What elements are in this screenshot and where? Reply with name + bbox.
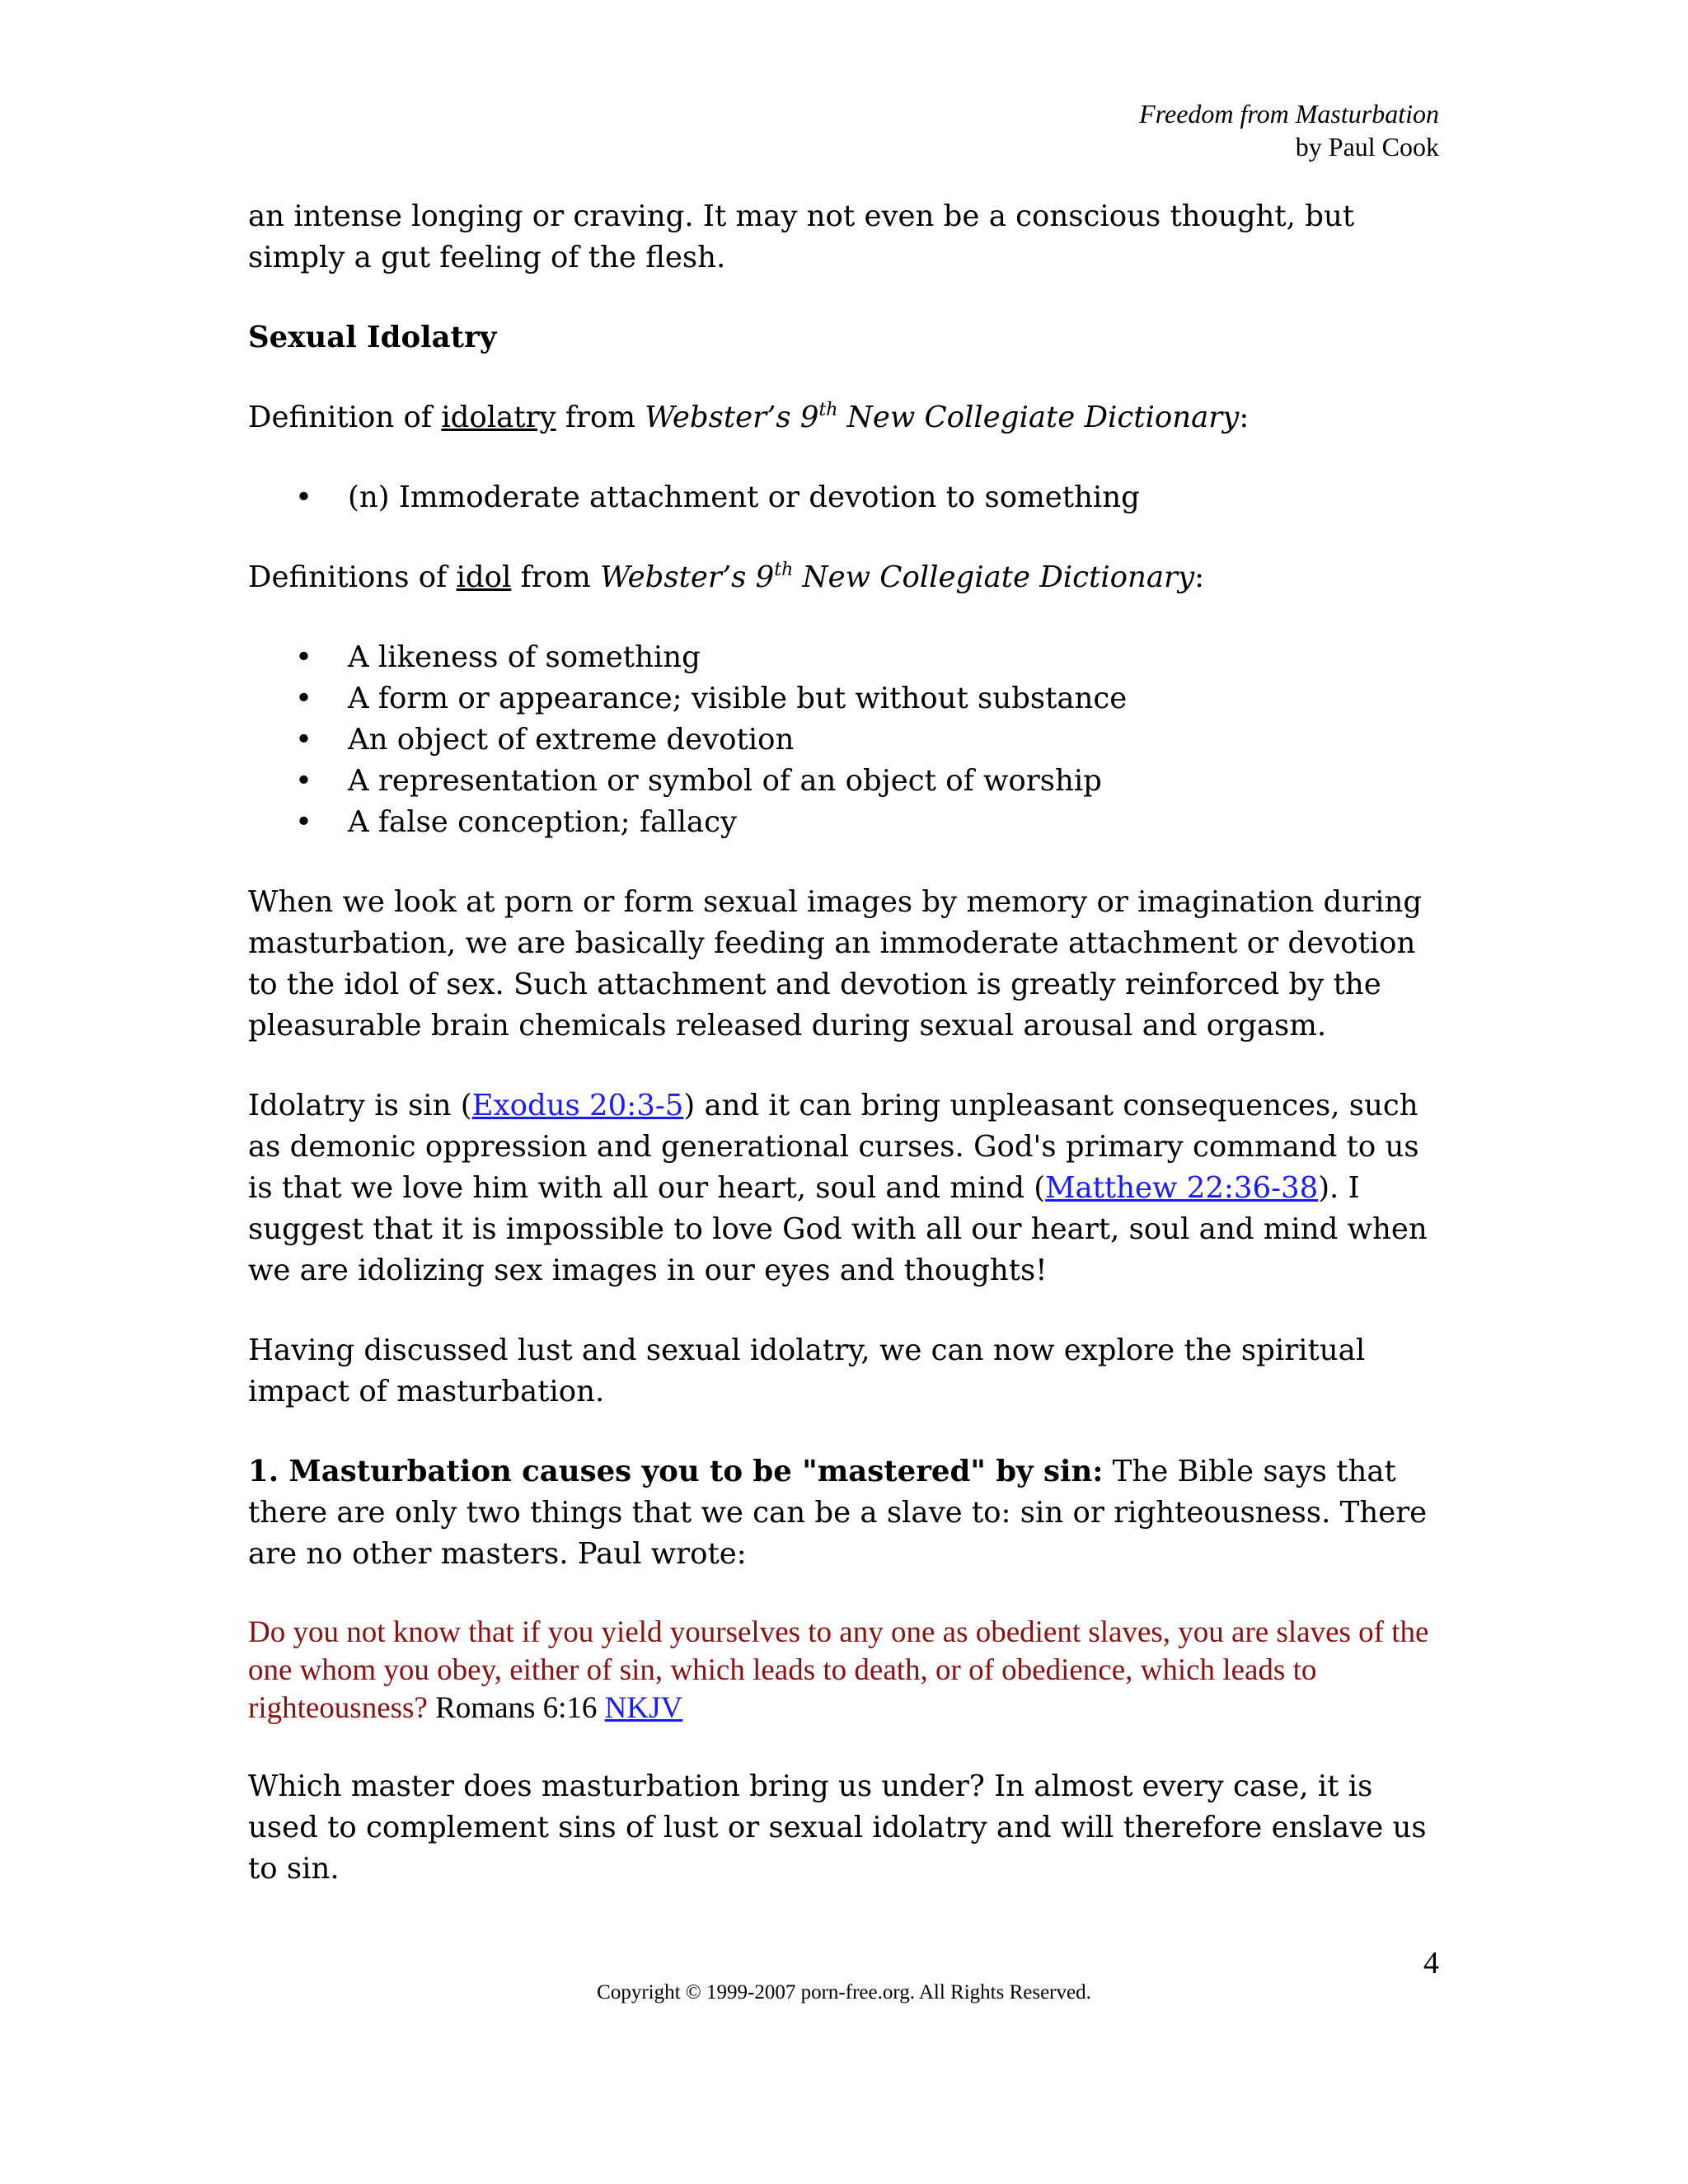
paragraph-text: ) and it can bring unpleasant consequences, such as demonic oppression and generational curses. God's primary command to us is that we love him with all our heart, soul and mind (	[248, 1089, 1419, 1205]
quote-reference: Romans 6:16	[427, 1691, 605, 1725]
list-item	[248, 761, 1443, 802]
list-item	[248, 477, 1443, 518]
def-colon: :	[1239, 401, 1250, 434]
list-item	[248, 802, 1443, 843]
dictionary-name	[600, 560, 1194, 594]
list-item	[248, 637, 1443, 678]
def-prefix: Definition of	[248, 401, 442, 434]
matthew-link[interactable]: Matthew 22:36-38	[1045, 1171, 1319, 1205]
dictionary-name-part-b: New Collegiate Dictionary	[837, 401, 1240, 434]
idol-definition-list	[248, 637, 1443, 843]
list-item-text: A false conception; fallacy	[348, 805, 738, 839]
bullet-icon: •	[295, 640, 312, 674]
header-author: by Paul Cook	[1295, 132, 1439, 162]
def-term-idolatry: idolatry	[441, 401, 556, 434]
superscript-th: th	[818, 400, 838, 420]
intro-paragraph: an intense longing or craving. It may not even be a conscious thought, but simply a gut feeling of the flesh.	[248, 199, 1355, 274]
bullet-icon: •	[295, 480, 312, 514]
list-item	[248, 719, 1443, 761]
list-item-text: A representation or symbol of an object of worship	[348, 764, 1102, 798]
point-1-paragraph	[248, 1451, 1443, 1575]
superscript-th: th	[774, 560, 794, 580]
point-1-heading: 1. Masturbation causes you to be "mastered" by sin:	[248, 1455, 1104, 1488]
def-from: from	[556, 401, 645, 434]
section-heading: Sexual Idolatry	[248, 321, 497, 354]
definition-idol-line	[248, 557, 1443, 598]
idolatry-definition-list	[248, 477, 1443, 518]
paragraph-which-master: Which master does masturbation bring us under? In almost every case, it is used to complement sins of lust or sexual idolatry and will therefore enslave us to sin.	[248, 1769, 1427, 1886]
bullet-icon: •	[295, 682, 312, 715]
body-content	[248, 196, 1443, 1890]
scripture-quote	[248, 1614, 1443, 1727]
bullet-icon: •	[295, 723, 312, 757]
list-item-text: A form or appearance; visible but without substance	[348, 682, 1128, 715]
paragraph-transition: Having discussed lust and sexual idolatry, we can now explore the spiritual impact of masturbation.	[248, 1333, 1366, 1408]
page-number: 4	[1423, 1946, 1439, 1980]
def-colon: :	[1194, 560, 1205, 594]
definition-idolatry-line	[248, 397, 1443, 438]
list-item-text: An object of extreme devotion	[348, 723, 795, 757]
def-from: from	[511, 560, 601, 594]
paragraph-porn-idol: When we look at porn or form sexual images by memory or imagination during masturbation, we are basically feeding an immoderate attachment or devotion to the idol of sex. Such attachment and devotion is greatly reinforced by the pleasurable brain chemicals released during sexual arousal and orgasm.	[248, 885, 1423, 1043]
quote-text: Do you not know that if you yield yourselves to any one as obedient slaves, you are slaves of the one whom you obey, either of sin, which leads to death, or of obedience, which leads to righteousness?	[248, 1615, 1429, 1725]
paragraph-text: Idolatry is sin (	[248, 1089, 472, 1122]
dictionary-name-part-a: Webster’s 9	[645, 401, 819, 434]
paragraph-idolatry-sin	[248, 1085, 1443, 1291]
dictionary-name-part-b: New Collegiate Dictionary	[793, 560, 1195, 594]
point-1-text: The Bible says that there are only two things that we can be a slave to: sin or righteousness. There are no other masters. Paul wrote:	[248, 1455, 1428, 1571]
bullet-icon: •	[295, 805, 312, 839]
def-term-idol: idol	[456, 560, 512, 594]
header-title: Freedom from Masturbation	[1139, 99, 1439, 129]
running-header	[1139, 97, 1439, 163]
def-prefix: Definitions of	[248, 560, 457, 594]
exodus-link[interactable]: Exodus 20:3-5	[471, 1089, 684, 1122]
copyright-footer: Copyright © 1999-2007 porn-free.org. All Rights Reserved.	[597, 1981, 1091, 2004]
bullet-icon: •	[295, 764, 312, 798]
list-item-text: (n) Immoderate attachment or devotion to something	[348, 480, 1140, 514]
dictionary-name	[645, 401, 1239, 434]
list-item-text: A likeness of something	[348, 640, 701, 674]
list-item	[248, 678, 1443, 719]
nkjv-link[interactable]: NKJV	[604, 1691, 683, 1725]
dictionary-name-part-a: Webster’s 9	[600, 560, 775, 594]
paragraph-text: ). I suggest that it is impossible to love God with all our heart, soul and mind when we are idolizing sex images in our eyes and thoughts!	[248, 1171, 1428, 1287]
